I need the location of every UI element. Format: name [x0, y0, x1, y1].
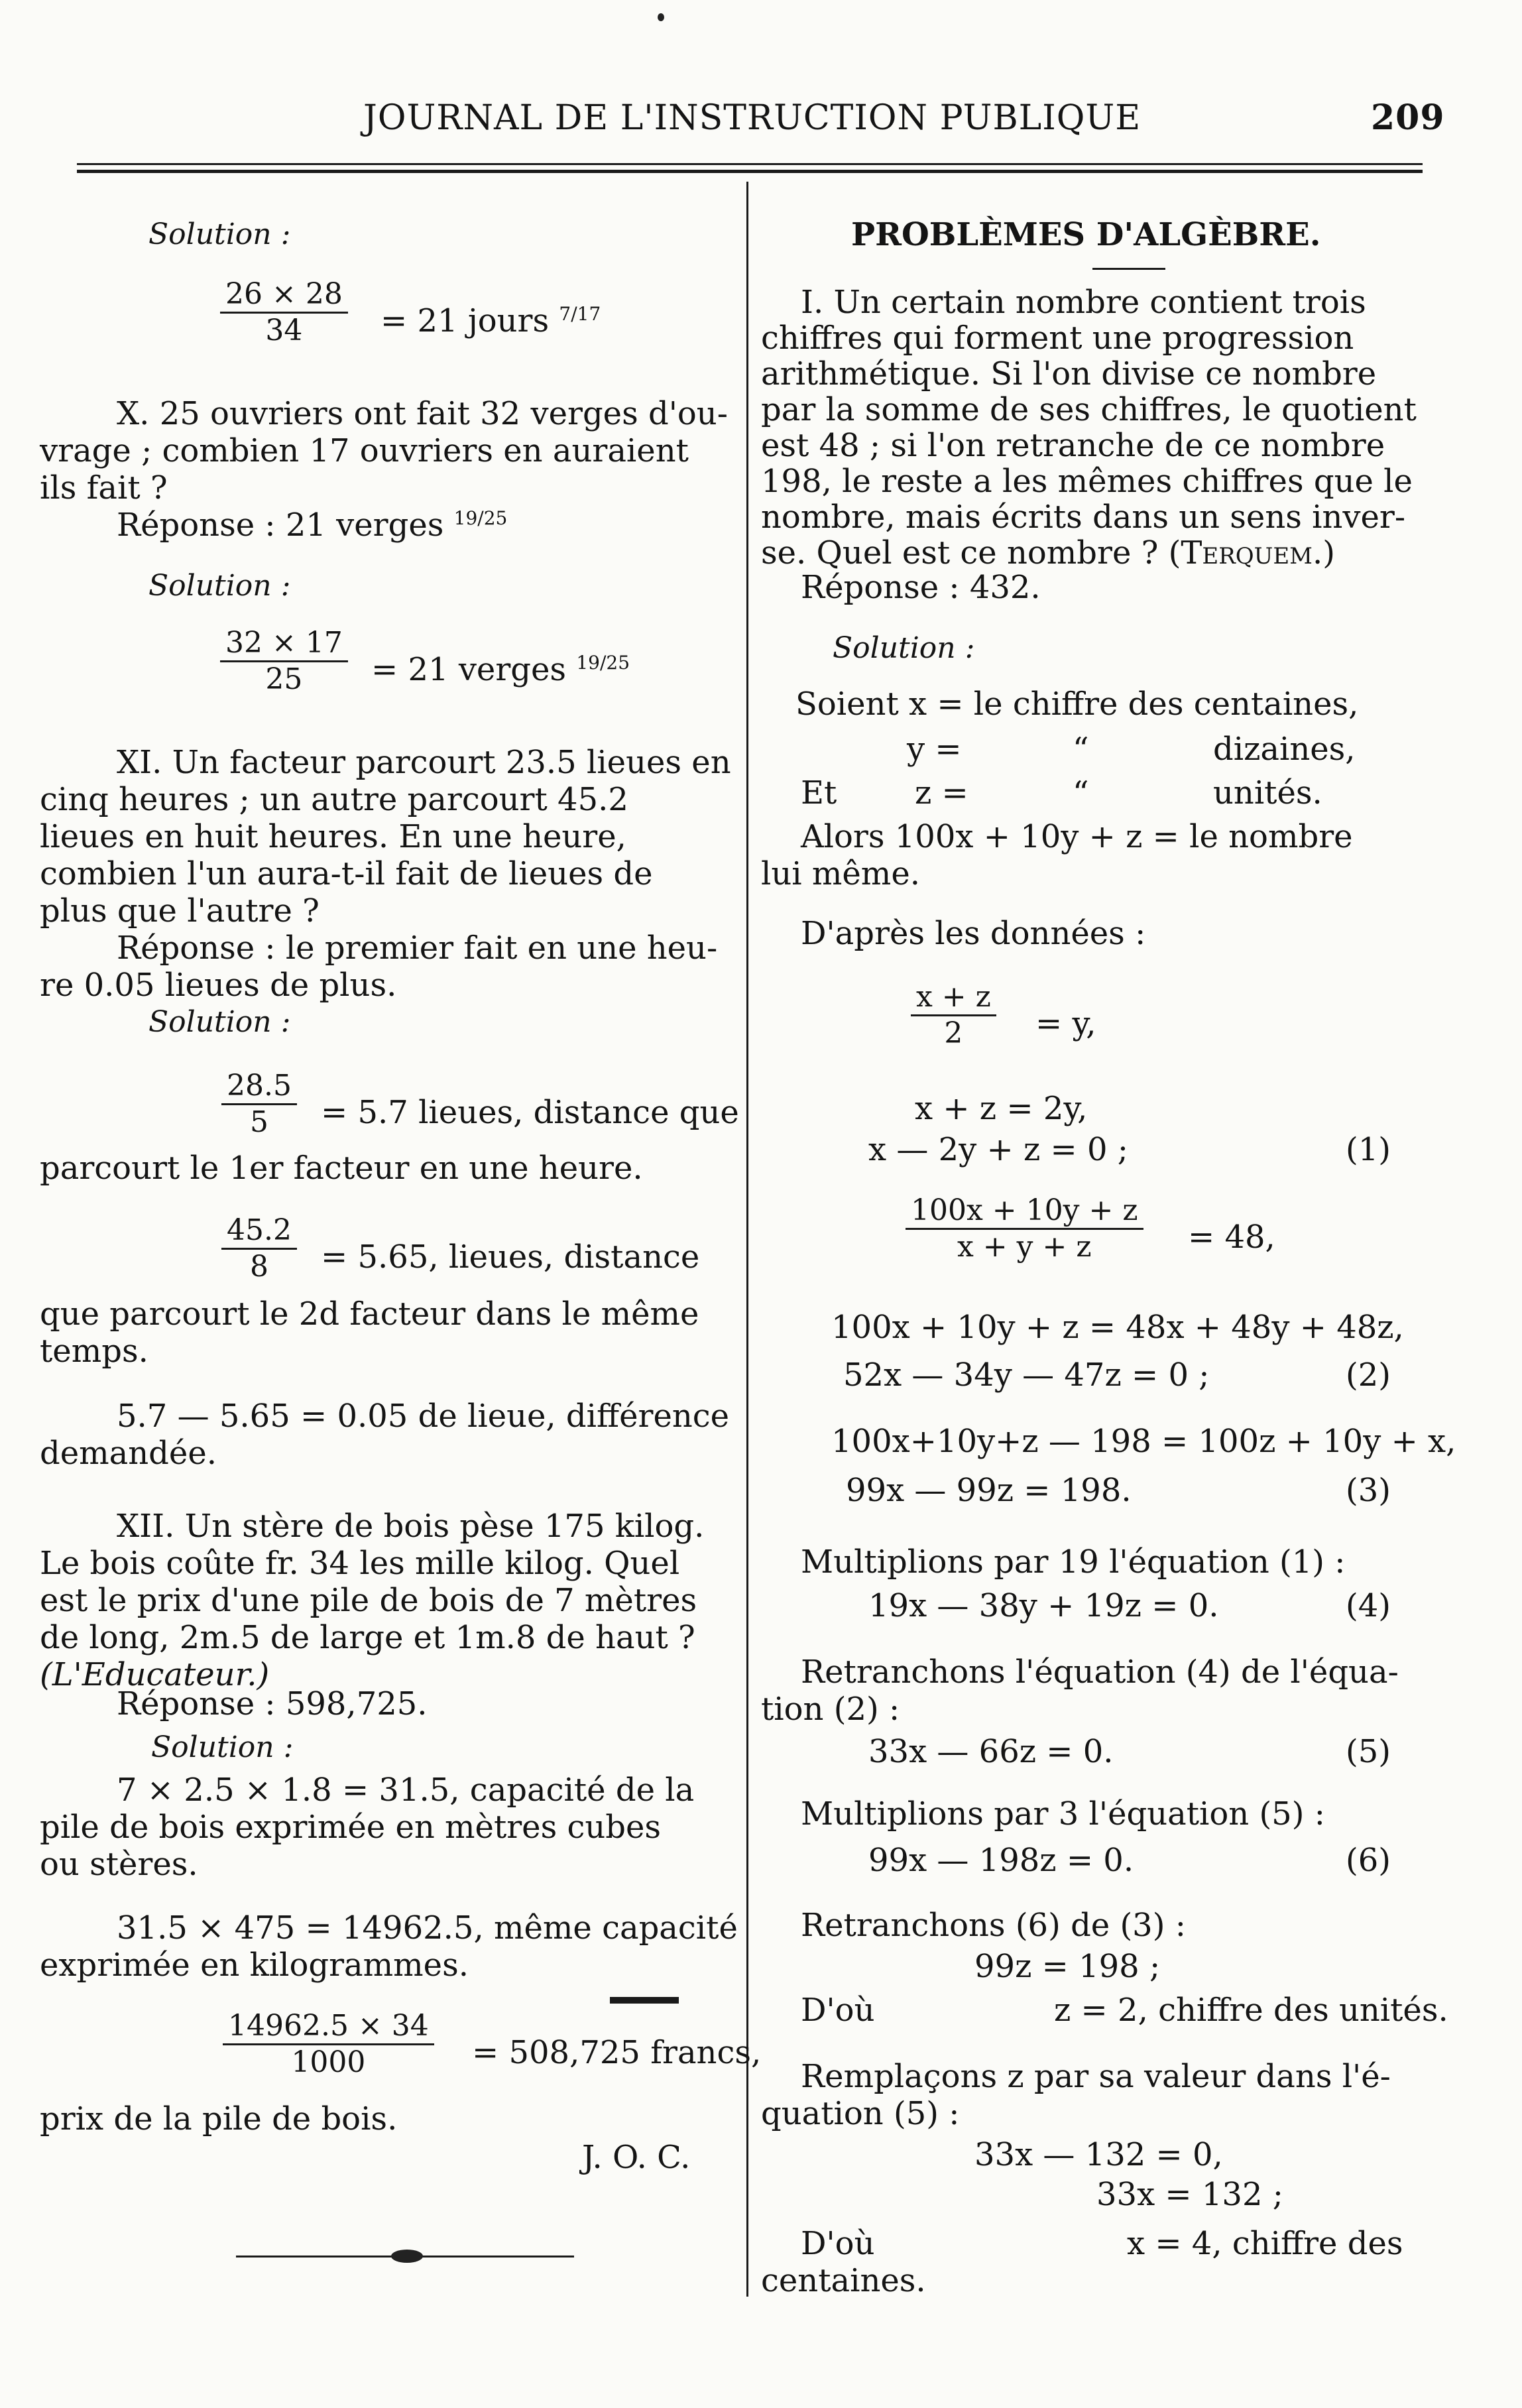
problem-xii-line: de long, 2m.5 de large et 1m.8 de haut ? [40, 1619, 695, 1656]
fraction [911, 980, 996, 1051]
answer-line: Réponse : 598,725. [117, 1685, 428, 1722]
fraction [223, 2009, 434, 2080]
result-fraction-den: 25 [606, 652, 630, 674]
column-divider [746, 182, 748, 2297]
solution-line: ou stères. [40, 1846, 198, 1883]
equation: x = 4, chiffre des [1127, 2225, 1403, 2262]
difference-line: 5.7 — 5.65 = 0.05 de lieue, différence [117, 1398, 730, 1435]
text-line: Multiplions par 3 l'équation (5) : [801, 1795, 1325, 1833]
solution-line: 31.5 × 475 = 14962.5, même capacité [117, 1909, 738, 1947]
numerator: 45.2 [221, 1213, 297, 1250]
problem-i-line: arithmétique. Si l'on divise ce nombre [761, 355, 1377, 392]
text-line: centaines. [761, 2262, 926, 2299]
result-text: = 21 jours [380, 302, 550, 339]
numerator: 100x + 10y + z [906, 1193, 1143, 1230]
problem-x-line: vrage ; combien 17 ouvriers en auraient [40, 432, 689, 469]
text-line: D'où [801, 2225, 875, 2262]
solution-label: Solution : [148, 1005, 291, 1039]
text-line: quation (5) : [761, 2095, 960, 2132]
numerator: 14962.5 × 34 [223, 2009, 434, 2045]
text-line: Retranchons l'équation (4) de l'équa- [801, 1654, 1399, 1691]
equation: 52x — 34y — 47z = 0 ; [843, 1356, 1210, 1394]
difference-line: demandée. [40, 1435, 217, 1472]
page-number: 209 [1371, 97, 1445, 138]
fraction [221, 1213, 297, 1284]
equation: x — 2y + z = 0 ; [868, 1131, 1128, 1168]
numerator: 28.5 [221, 1069, 297, 1105]
equation-continuation: prix de la pile de bois. [40, 2100, 398, 2137]
equation-result [380, 302, 601, 339]
problem-i-line [761, 534, 1335, 572]
definition-line: Soient x = le chiffre des centaines, [795, 686, 1359, 723]
end-ornament-center [391, 2250, 423, 2263]
result-fraction-num: 7 [559, 303, 571, 325]
equation: x + z = 2y, [915, 1090, 1088, 1127]
equation-tag: (4) [1346, 1587, 1391, 1624]
fraction [220, 626, 348, 697]
definition-line: Alors 100x + 10y + z = le nombre [801, 818, 1353, 855]
problem-xi-line: lieues en huit heures. En une heure, [40, 818, 626, 855]
text-line: Multiplions par 19 l'équation (1) : [801, 1543, 1346, 1581]
fraction [221, 1069, 297, 1140]
definition-line: z = [915, 774, 968, 812]
equation-tag: (3) [1346, 1472, 1391, 1509]
denominator: 8 [249, 1250, 268, 1284]
answer-text: Réponse : 21 verges [117, 507, 444, 544]
equation: 100x+10y+z — 198 = 100z + 10y + x, [831, 1423, 1456, 1460]
result-fraction-num: 19 [576, 652, 600, 674]
equation-result: = 508,725 francs, [472, 2034, 762, 2071]
result-text: = 21 verges [371, 651, 567, 688]
equation-tag: (6) [1346, 1842, 1391, 1879]
text-line: Remplaçons z par sa valeur dans l'é- [801, 2058, 1391, 2095]
answer-line: Réponse : 432. [801, 569, 1041, 606]
answer-fraction-num: 19 [453, 507, 478, 529]
equation-continuation: parcourt le 1er facteur en une heure. [40, 1150, 643, 1187]
solution-label: Solution : [148, 217, 291, 251]
equation: 100x + 10y + z = 48x + 48y + 48z, [831, 1309, 1404, 1346]
numerator: 32 × 17 [220, 626, 348, 662]
problem-x-line: ils fait ? [40, 469, 168, 507]
answer-line [117, 507, 507, 544]
problem-xi-line: plus que l'autre ? [40, 892, 320, 930]
equation-tag: (5) [1346, 1733, 1391, 1770]
denominator: 2 [944, 1016, 963, 1050]
problem-i-line: nombre, mais écrits dans un sens inver- [761, 499, 1406, 536]
equation: 19x — 38y + 19z = 0. [868, 1587, 1219, 1624]
equation: z = 2, chiffre des unités. [1054, 1992, 1448, 2029]
equation: 33x — 132 = 0, [974, 2136, 1223, 2173]
denominator: 34 [265, 314, 303, 347]
fraction [906, 1193, 1143, 1264]
equation-result [371, 651, 630, 688]
solution-line: pile de bois exprimée en mètres cubes [40, 1809, 662, 1846]
header-rule-bottom [77, 170, 1423, 173]
signature: J. O. C. [582, 2139, 691, 2176]
answer-line: re 0.05 lieues de plus. [40, 967, 397, 1004]
definition-line: unités. [1213, 774, 1322, 812]
numerator: x + z [911, 980, 996, 1016]
equation-result: = 5.65, lieues, distance [321, 1238, 700, 1276]
problem-i-line: I. Un certain nombre contient trois [801, 284, 1366, 321]
problem-xi-line: XI. Un facteur parcourt 23.5 lieues en [117, 744, 731, 781]
result-fraction: 19/25 [576, 652, 630, 674]
solution-label: Solution : [833, 631, 975, 665]
equation: 33x — 66z = 0. [868, 1733, 1114, 1770]
denominator: 25 [265, 662, 303, 696]
equation: 33x = 132 ; [1096, 2176, 1283, 2213]
definition-line: dizaines, [1213, 731, 1356, 768]
equation-tag: (1) [1346, 1131, 1391, 1168]
solution-label: Solution : [148, 569, 291, 603]
solution-line: exprimée en kilogrammes. [40, 1947, 469, 1984]
ditto-mark: “ [1073, 774, 1089, 812]
author-citation: (Terquem.) [1168, 534, 1335, 572]
small-ornament [610, 1997, 679, 2004]
equation: 99x — 99z = 198. [846, 1472, 1132, 1509]
problem-xi-line: cinq heures ; un autre parcourt 45.2 [40, 781, 628, 818]
text-line: D'après les données : [801, 915, 1146, 952]
equation: 99x — 198z = 0. [868, 1842, 1134, 1879]
text-line: tion (2) : [761, 1691, 900, 1728]
answer-fraction: 19/25 [453, 507, 508, 529]
equation-continuation: que parcourt le 2d facteur dans le même [40, 1295, 699, 1333]
equation: 99z = 198 ; [974, 1948, 1161, 1985]
ditto-mark: “ [1073, 731, 1089, 768]
title-rule [1092, 268, 1165, 270]
problem-i-line: chiffres qui forment une progression [761, 320, 1354, 357]
problem-i-line: est 48 ; si l'on retranche de ce nombre [761, 427, 1385, 464]
answer-line: Réponse : le premier fait en une heu- [117, 930, 718, 967]
equation: = y, [1035, 1005, 1096, 1042]
problem-xi-line: combien l'un aura-t-il fait de lieues de [40, 855, 653, 892]
problem-xii-line: Le bois coûte fr. 34 les mille kilog. Quel [40, 1545, 680, 1582]
text-line: Retranchons (6) de (3) : [801, 1907, 1186, 1944]
solution-label: Solution : [151, 1730, 294, 1764]
equation-continuation: temps. [40, 1333, 148, 1370]
answer-fraction-den: 25 [483, 507, 508, 529]
fraction [220, 277, 348, 348]
section-title: PROBLÈMES D'ALGÈBRE. [851, 216, 1321, 253]
definition-line: lui même. [761, 855, 920, 892]
equation-tag: (2) [1346, 1356, 1391, 1394]
problem-xii-line: XII. Un stère de bois pèse 175 kilog. [117, 1508, 705, 1545]
result-fraction: 7/17 [559, 303, 601, 325]
problem-xii-line: est le prix d'une pile de bois de 7 mètres [40, 1582, 697, 1619]
problem-i-line: par la somme de ses chiffres, le quotient [761, 391, 1417, 428]
denominator: 5 [249, 1105, 268, 1139]
problem-i-line: 198, le reste a les mêmes chiffres que le [761, 463, 1413, 500]
running-header: JOURNAL DE L'INSTRUCTION PUBLIQUE [363, 98, 1142, 138]
numerator: 26 × 28 [220, 277, 348, 314]
definition-line: Et [801, 774, 837, 812]
definition-line [907, 731, 962, 768]
header-rule-top [77, 163, 1423, 165]
equation: = 48, [1188, 1219, 1275, 1256]
problem-x-line: X. 25 ouvriers ont fait 32 verges d'ou- [117, 395, 728, 432]
text-line: D'où [801, 1992, 875, 2029]
result-fraction-den: 17 [577, 303, 601, 325]
denominator: x + y + z [957, 1230, 1092, 1264]
top-dot [658, 13, 664, 21]
source-citation: (L'Educateur.) [40, 1656, 270, 1693]
denominator: 1000 [291, 2045, 366, 2079]
def-var: y = [907, 731, 962, 768]
solution-line: 7 × 2.5 × 1.8 = 31.5, capacité de la [117, 1772, 695, 1809]
equation-result: = 5.7 lieues, distance que [321, 1094, 739, 1131]
problem-i-question: se. Quel est ce nombre ? [761, 534, 1159, 572]
